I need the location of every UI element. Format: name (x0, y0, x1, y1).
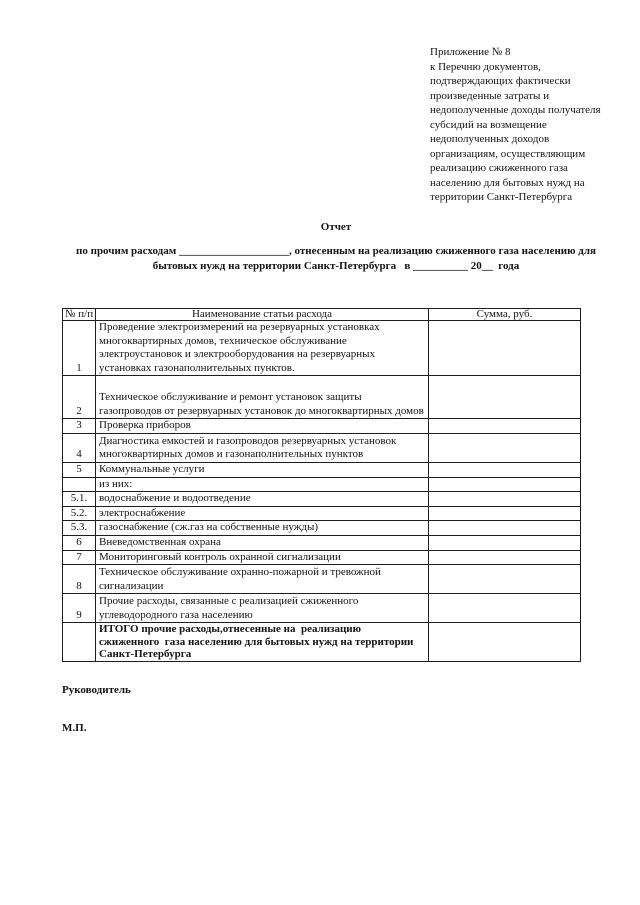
row-number (63, 477, 96, 492)
appendix-note (430, 45, 630, 205)
appendix-line: организациям, осуществляющим (430, 147, 586, 160)
table-row (63, 565, 581, 594)
report-subtitle-line: по прочим расходам ____________________, отнесенным на реализацию сжиженного газа населению для (76, 245, 596, 257)
row-number: 5.1. (63, 492, 96, 507)
amount-cell (429, 535, 581, 550)
row-number: 8 (63, 565, 96, 594)
row-number: 5 (63, 462, 96, 477)
appendix-line: недополученные доходы получателя (430, 104, 601, 116)
table-row (63, 433, 581, 462)
row-number: 7 (63, 550, 96, 565)
expense-name (96, 550, 429, 565)
manager-signature-label: Руководитель (62, 684, 131, 696)
table-row (63, 594, 581, 623)
appendix-line: недополученных доходов (430, 133, 550, 145)
amount-cell (429, 477, 581, 492)
appendix-line: произведенные затраты и (430, 89, 550, 102)
row-number: 6 (63, 535, 96, 550)
expense-table (62, 308, 581, 662)
amount-cell (429, 550, 581, 565)
expense-name-line: газопроводов от резервуарных установок до многоквартирных домов (99, 404, 424, 417)
expense-name (96, 594, 429, 623)
appendix-line: территории Санкт-Петербурга (430, 191, 573, 203)
report-title: Отчет (320, 221, 352, 233)
expense-name (96, 492, 429, 507)
expense-name-line: Коммунальные услуги (99, 462, 205, 475)
expense-name-line: Вневедомственная охрана (99, 535, 221, 548)
amount-cell (429, 376, 581, 419)
header-number: № п/п (63, 309, 96, 321)
table-row (63, 419, 581, 434)
expense-name (96, 376, 429, 419)
appendix-line: реализацию сжиженного газа (430, 162, 568, 174)
appendix-line: населению для бытовых нужд на (430, 176, 585, 189)
table-row (63, 477, 581, 492)
expense-name-line: Диагностика емкостей и газопроводов резервуарных установок (99, 434, 397, 447)
expense-name-line: из них: (99, 477, 133, 490)
appendix-line: подтверждающих фактически (430, 75, 571, 87)
amount-cell (429, 321, 581, 376)
appendix-line: к Перечню документов, (430, 60, 541, 73)
expense-name-line: Проверка приборов (99, 419, 191, 432)
table-row (63, 521, 581, 536)
header-amount: Сумма, руб. (429, 309, 581, 321)
expense-name (96, 521, 429, 536)
expense-name (96, 535, 429, 550)
table-row (63, 321, 581, 376)
row-number: 9 (63, 594, 96, 623)
amount-cell (429, 565, 581, 594)
header-expense-name: Наименование статьи расхода (96, 309, 429, 321)
table-row (63, 376, 581, 419)
table-row (63, 550, 581, 565)
report-heading (36, 220, 636, 274)
expense-name-line: Мониторинговый контроль охранной сигнализации (99, 550, 341, 563)
amount-cell (429, 419, 581, 434)
table-row (63, 492, 581, 507)
row-number (63, 623, 96, 662)
report-subtitle-line: бытовых нужд на территории Санкт-Петербурга в __________ 20__ года (152, 260, 520, 272)
expense-name-line: установках газонаполнительных пунктов. (99, 361, 295, 374)
row-number: 2 (63, 376, 96, 419)
appendix-line: Приложение № 8 (430, 46, 511, 58)
amount-cell (429, 506, 581, 521)
table-row (63, 462, 581, 477)
row-number: 4 (63, 433, 96, 462)
expense-name (96, 419, 429, 434)
total-label-line: Санкт-Петербурга (99, 648, 192, 661)
table-row (63, 506, 581, 521)
expense-name-line: многоквартирных домов, техническое обслуживание (99, 334, 347, 347)
stamp-label: М.П. (62, 722, 87, 734)
expense-name-line: газоснабжение (сж.газ на собственные нужды) (99, 521, 319, 534)
table-row (63, 535, 581, 550)
appendix-line: субсидий на возмещение (430, 118, 547, 131)
total-label (96, 623, 429, 662)
expense-name-line: Техническое обслуживание и ремонт установок защиты (99, 391, 362, 404)
expense-name (96, 565, 429, 594)
table-header-row (63, 309, 581, 321)
total-amount-cell (429, 623, 581, 662)
row-number: 5.3. (63, 521, 96, 536)
row-number: 1 (63, 321, 96, 376)
expense-name-line: сигнализации (99, 579, 164, 592)
expense-name (96, 321, 429, 376)
expense-name-line: водоснабжение и водоотведение (99, 492, 251, 505)
expense-name (96, 433, 429, 462)
expense-name (96, 506, 429, 521)
expense-name (96, 477, 429, 492)
expense-name-line: углеводородного газа населению (99, 608, 253, 621)
row-number: 5.2. (63, 506, 96, 521)
total-label-line: сжиженного газа населению для бытовых нужд на территории (99, 635, 414, 648)
row-number: 3 (63, 419, 96, 434)
expense-name-line: электроустановок и электрооборудования на резервуарных (99, 348, 376, 361)
amount-cell (429, 521, 581, 536)
expense-name-line: многоквартирных домов и газонаполнительных пунктов (99, 448, 364, 461)
expense-name-line: Техническое обслуживание охранно-пожарной и тревожной (99, 565, 381, 578)
total-row (63, 623, 581, 662)
amount-cell (429, 594, 581, 623)
amount-cell (429, 492, 581, 507)
expense-name-line: электроснабжение (99, 506, 186, 519)
amount-cell (429, 433, 581, 462)
expense-name-line: Прочие расходы, связанные с реализацией сжиженного (99, 594, 359, 607)
expense-name (96, 462, 429, 477)
amount-cell (429, 462, 581, 477)
total-label-line: ИТОГО прочие расходы,отнесенные на реализацию (99, 623, 362, 636)
expense-name-line: Проведение электроизмерений на резервуарных установках (99, 321, 380, 333)
